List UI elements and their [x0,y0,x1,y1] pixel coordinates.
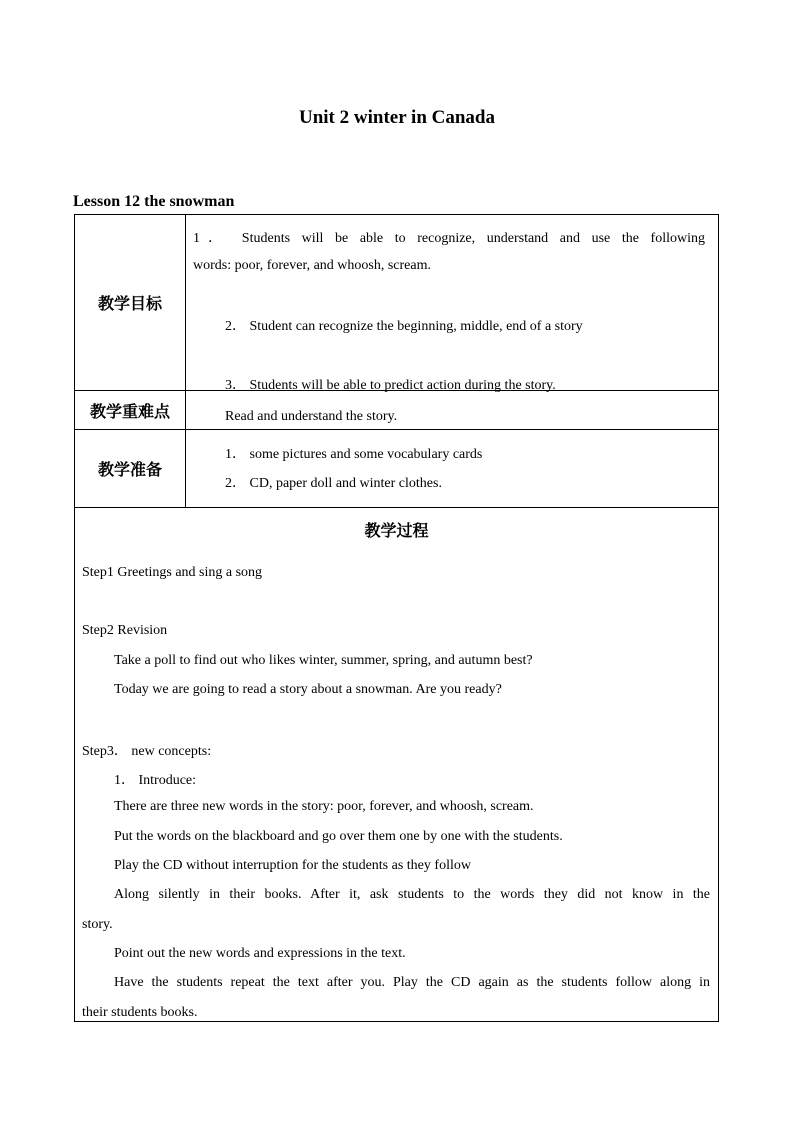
objective-line-3: 2． Student can recognize the beginning, middle, end of a story [225,319,583,334]
lesson-title: Lesson 12 the snowman [73,193,235,210]
step3-line-1: 1． Introduce: [114,773,197,788]
step3-line-5: Along silently in their books. After it, ask students to the words they did not know in the [114,887,710,902]
process-section [74,507,719,1022]
preparation-line-1: 1． some pictures and some vocabulary cards [225,447,483,462]
document-title: Unit 2 winter in Canada [298,107,495,128]
key-points-label: 教学重难点 [75,391,186,429]
step3-heading: Step3． new concepts: [82,744,212,759]
step3-line-7: Point out the new words and expressions in the text. [114,946,406,961]
objective-line-4: 3． Students will be able to predict action during the story. [225,378,556,393]
key-points-text: Read and understand the story. [225,409,398,424]
step3-line-3: Put the words on the blackboard and go over them one by one with the students. [114,829,563,844]
step3-line-2: There are three new words in the story: poor, forever, and whoosh, scream. [114,799,534,814]
step2-line-1: Take a poll to find out who likes winter, summer, spring, and autumn best? [114,653,533,668]
objective-line-1: 1． Students will be able to recognize, understand and use the following [193,231,705,246]
step3-line-8: Have the students repeat the text after you. Play the CD again as the students follow along in [114,975,710,990]
step3-line-6: story. [82,917,113,932]
preparation-line-2: 2． CD, paper doll and winter clothes. [225,476,442,491]
key-points-row [74,390,719,430]
step1-text: Step1 Greetings and sing a song [82,565,263,580]
preparation-label: 教学准备 [75,430,186,507]
process-heading: 教学过程 [364,521,429,540]
step2-line-2: Today we are going to read a story about a snowman. Are you ready? [114,682,502,697]
step2-heading: Step2 Revision [82,623,168,638]
step3-line-9: their students books. [82,1005,198,1020]
step3-line-4: Play the CD without interruption for the students as they follow [114,858,471,873]
objective-line-2: words: poor, forever, and whoosh, scream. [193,258,431,273]
preparation-row [74,429,719,508]
objectives-label: 教学目标 [75,215,186,390]
objectives-row [74,214,719,391]
